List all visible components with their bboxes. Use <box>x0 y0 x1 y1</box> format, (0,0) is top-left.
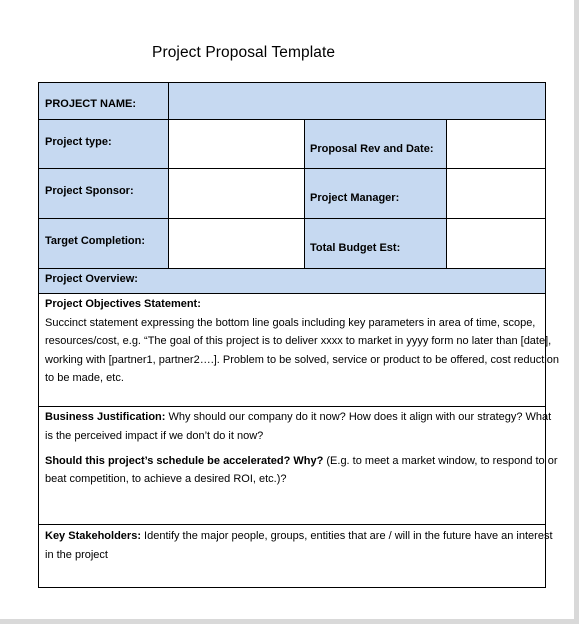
row-divider <box>38 524 546 525</box>
proposal-rev-label: Proposal Rev and Date: <box>310 143 434 155</box>
table-border-top <box>38 82 546 83</box>
project-name-label: PROJECT NAME: <box>45 98 137 110</box>
column-divider <box>304 119 305 269</box>
stakeholders-line-1 <box>45 527 553 546</box>
table-border-left <box>38 82 39 588</box>
justification-line-2: is the perceived impact if we don’t do it now? <box>45 430 264 442</box>
row-divider <box>38 406 546 407</box>
justification-heading: Business Justification: <box>45 411 166 423</box>
window-bottom-edge <box>0 619 579 624</box>
row-divider <box>447 218 545 219</box>
objectives-line: to be made, etc. <box>45 372 124 384</box>
accelerate-line-2: beat competition, to achieve a desired ROI, etc.)? <box>45 473 287 485</box>
table-border-bottom <box>38 587 546 588</box>
objectives-line: resources/cost, e.g. “The goal of this project is to deliver xxxx to market in yyyy form no later than [date], <box>45 335 552 347</box>
target-completion-label: Target Completion: <box>45 235 146 247</box>
stakeholders-heading: Key Stakeholders: <box>45 530 141 542</box>
objectives-heading: Project Objectives Statement: <box>45 298 201 310</box>
row-divider <box>447 168 545 169</box>
accelerate-heading: Should this project’s schedule be accelerated? Why? <box>45 455 324 467</box>
accelerate-text: (E.g. to meet a market window, to respond to or <box>323 455 558 467</box>
project-type-label: Project type: <box>45 136 112 148</box>
objectives-line: Succinct statement expressing the bottom line goals including key parameters in area of time, scope, <box>45 317 536 329</box>
project-sponsor-label: Project Sponsor: <box>45 185 134 197</box>
row-divider <box>169 168 304 169</box>
row-divider <box>38 293 546 294</box>
total-budget-label: Total Budget Est: <box>310 242 401 254</box>
row-divider <box>169 218 304 219</box>
justification-line-1 <box>45 408 551 427</box>
objectives-line: working with [partner1, partner2….]. Problem to be solved, service or product to be offered, cost reduction <box>45 354 560 366</box>
window-right-edge <box>574 0 579 624</box>
stakeholders-text: Identify the major people, groups, entities that are / will in the future have an interest <box>140 530 553 542</box>
document-title: Project Proposal Template <box>152 44 336 61</box>
row-divider <box>38 268 546 269</box>
justification-text: Why should our company do it now? How does it align with our strategy? What <box>165 411 552 423</box>
stakeholders-line-2: in the project <box>45 549 108 561</box>
accelerate-line-1 <box>45 452 558 471</box>
project-overview-label: Project Overview: <box>45 273 138 285</box>
project-type-value[interactable] <box>169 120 304 268</box>
project-manager-label: Project Manager: <box>310 192 400 204</box>
right-value-column[interactable] <box>447 120 545 268</box>
